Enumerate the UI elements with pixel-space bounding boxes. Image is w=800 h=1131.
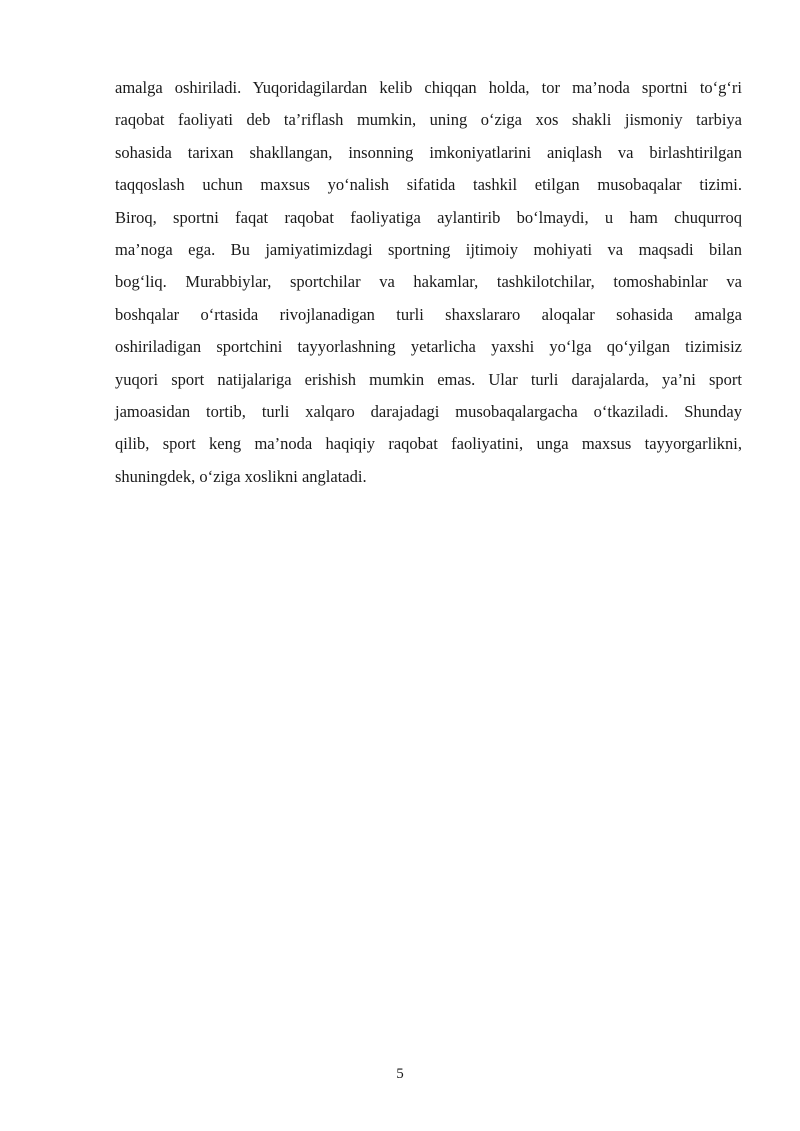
text-line: raqobat faoliyati deb ta’riflash mumkin, uning o‘ziga xos shakli jismoniy tarbiya (115, 110, 742, 130)
text-line: ma’noga ega. Bu jamiyatimizdagi sportning ijtimoiy mohiyati va maqsadi bilan (115, 239, 742, 259)
text-line: Biroq, sportni faqat raqobat faoliyatiga aylantirib bo‘lmaydi, u ham chuqurroq (115, 207, 742, 227)
text-line: yuqori sport natijalariga erishish mumkin emas. Ular turli darajalarda, ya’ni sport (115, 369, 742, 389)
text-line: shuningdek, o‘ziga xoslikni anglatadi. (115, 466, 367, 486)
text-line: boshqalar o‘rtasida rivojlanadigan turli shaxslararo aloqalar sohasida amalga (115, 304, 742, 324)
page-number: 5 (396, 1066, 404, 1082)
text-line: jamoasidan tortib, turli xalqaro darajadagi musobaqalargacha o‘tkaziladi. Shunday (115, 401, 742, 421)
text-line: sohasida tarixan shakllangan, insonning imkoniyatlarini aniqlash va birlashtirilgan (115, 142, 742, 162)
text-line: amalga oshiriladi. Yuqoridagilardan kelib chiqqan holda, tor ma’noda sportni to‘g‘ri (115, 78, 742, 97)
text-line: taqqoslash uchun maxsus yo‘nalish sifatida tashkil etilgan musobaqalar tizimi. (115, 175, 742, 195)
text-line: qilib, sport keng ma’noda haqiqiy raqobat faoliyatini, unga maxsus tayyorgarlikni, (115, 434, 742, 454)
text-line: bog‘liq. Murabbiylar, sportchilar va hakamlar, tashkilotchilar, tomoshabinlar va (115, 272, 742, 292)
text-line: oshiriladigan sportchini tayyorlashning yetarlicha yaxshi yo‘lga qo‘yilgan tizimisiz (115, 337, 742, 357)
body-paragraph (115, 72, 742, 493)
